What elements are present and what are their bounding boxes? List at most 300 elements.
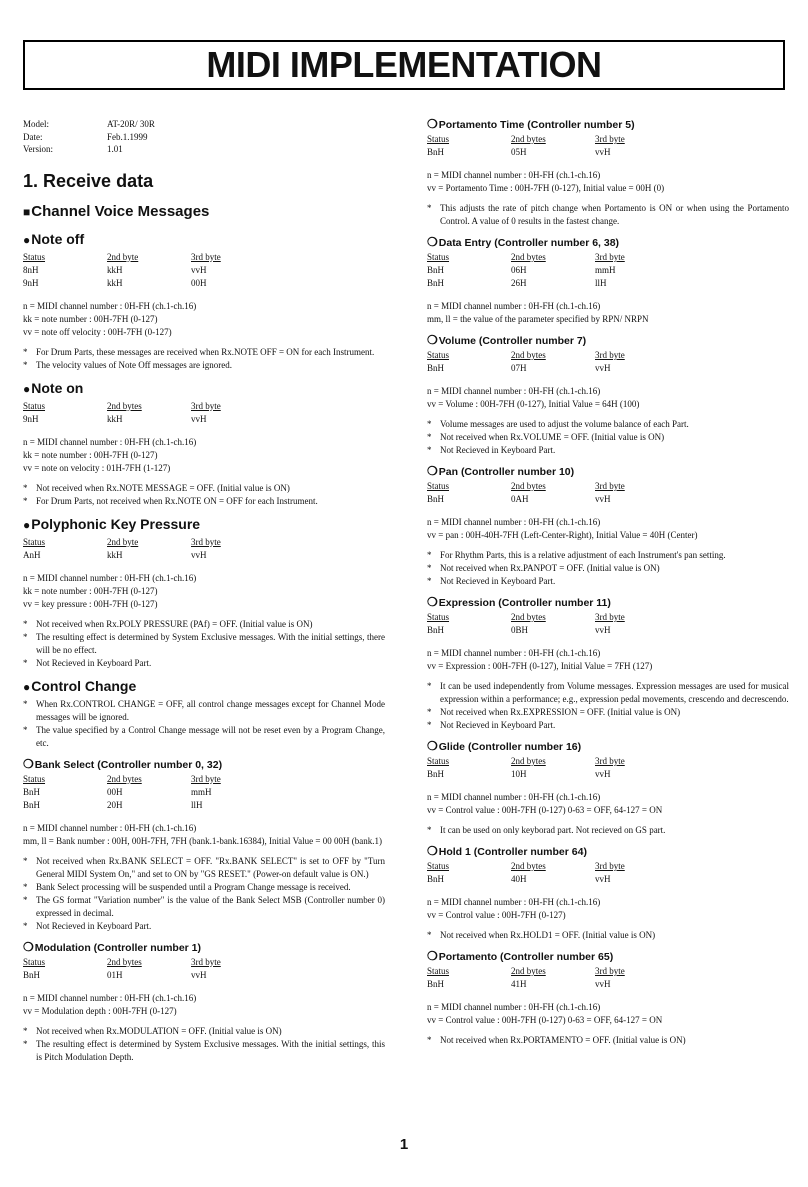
page-number: 1 <box>399 1136 409 1153</box>
section-heading-text: Glide (Controller number 16) <box>438 741 582 753</box>
section-title: 1. Receive data <box>23 170 154 191</box>
table-cell: 10H <box>511 769 527 779</box>
section-heading-text: Hold 1 (Controller number 64) <box>438 846 587 858</box>
table-cell: kkH <box>107 549 123 560</box>
table-row <box>427 873 625 886</box>
column-header: 3rd byte <box>595 612 625 622</box>
bullet-marker-icon: ● <box>23 517 31 532</box>
notes-list <box>23 1025 385 1064</box>
note-item: * Not Recieved in Keyboard Part. <box>427 444 789 457</box>
section-heading <box>427 465 789 478</box>
table-cell: vvH <box>595 363 611 373</box>
section-heading-text: Control Change <box>31 677 137 694</box>
definition-line: vv = pan : 00H-40H-7FH (Left-Center-Right), Initial Value = 40H (Center) <box>427 530 698 540</box>
message-table-header <box>23 251 221 264</box>
table-cell: 9nH <box>23 413 39 424</box>
definition-line: vv = Portamento Time : 00H-7FH (0-127), Initial value = 00H (0) <box>427 183 665 193</box>
notes-list <box>23 698 385 750</box>
header-row <box>427 755 625 768</box>
note-item: * Not received when Rx.HOLD1 = OFF. (Initial value is ON) <box>427 929 789 942</box>
column-header: 3rd byte <box>595 350 625 360</box>
note-item: * For Drum Parts, not received when Rx.NOTE ON = OFF for each Instrument. <box>23 495 385 508</box>
definition-line: kk = note number : 00H-7FH (0-127) <box>23 585 158 596</box>
message-table <box>23 251 221 290</box>
page-title: MIDI IMPLEMENTATION <box>206 44 602 85</box>
message-table-body <box>23 264 221 290</box>
message-table-body <box>427 264 625 290</box>
section-heading-text: Volume (Controller number 7) <box>438 335 587 347</box>
table-cell: BnH <box>427 625 445 635</box>
right-column <box>427 118 789 1053</box>
column-header: 2nd bytes <box>511 861 546 871</box>
notes-list <box>23 346 385 372</box>
message-table <box>427 133 625 159</box>
ring-marker-icon: ❍ <box>23 939 34 954</box>
section-bank-select <box>23 758 385 933</box>
ring-marker-icon: ❍ <box>427 235 438 249</box>
definition-line: n = MIDI channel number : 0H-FH (ch.1-ch.16) <box>23 992 197 1003</box>
definitions <box>23 572 385 611</box>
table-cell: 01H <box>107 969 123 980</box>
notes-list <box>427 824 789 837</box>
section-heading-text: Data Entry (Controller number 6, 38) <box>438 237 620 249</box>
definition-line: vv = note off velocity : 00H-7FH (0-127) <box>23 326 172 337</box>
message-table-body <box>23 549 221 562</box>
section-data-entry <box>427 236 789 326</box>
message-table-header <box>427 133 625 146</box>
table-cell: vvH <box>595 874 611 884</box>
header-row <box>23 251 221 264</box>
definitions <box>427 169 789 195</box>
note-item: * The resulting effect is determined by System Exclusive messages. With the initial settings, there will be no effect. <box>23 631 385 657</box>
column-header: 3rd byte <box>191 400 221 411</box>
column-header: Status <box>427 252 450 262</box>
notes-list <box>427 418 789 457</box>
meta-key: Model: <box>23 119 49 129</box>
table-cell: mmH <box>595 265 616 275</box>
column-header: 3rd byte <box>595 861 625 871</box>
notes-list <box>23 618 385 670</box>
note-item: * Not received when Rx.VOLUME = OFF. (Initial value is ON) <box>427 431 789 444</box>
column-header: 2nd bytes <box>511 134 546 144</box>
table-cell: 20H <box>107 799 123 810</box>
table-cell: BnH <box>427 979 445 989</box>
column-header: Status <box>427 861 450 871</box>
note-item: * Volume messages are used to adjust the volume balance of each Part. <box>427 418 789 431</box>
definition-line: n = MIDI channel number : 0H-FH (ch.1-ch.16) <box>23 436 197 447</box>
section-expression <box>427 596 789 732</box>
table-row <box>23 413 221 426</box>
message-table <box>427 251 625 290</box>
table-cell: kkH <box>107 413 123 424</box>
ring-marker-icon: ❍ <box>427 595 438 609</box>
section-heading-text: Polyphonic Key Pressure <box>31 515 201 532</box>
header-row <box>427 480 625 493</box>
section-heading-text: Modulation (Controller number 1) <box>34 941 202 954</box>
definition-line: vv = Modulation depth : 00H-7FH (0-127) <box>23 1005 177 1016</box>
definition-line: n = MIDI channel number : 0H-FH (ch.1-ch.16) <box>23 300 197 311</box>
column-header: 2nd byte <box>107 251 139 262</box>
note-item: * Not Recieved in Keyboard Part. <box>427 575 789 588</box>
column-header: 3rd byte <box>595 966 625 976</box>
table-cell: 07H <box>511 363 527 373</box>
column-header: Status <box>23 773 46 784</box>
column-header: 3rd byte <box>191 773 221 784</box>
message-table-header <box>23 956 221 969</box>
note-item: * It can be used on only keyborad part. Not recieved on GS part. <box>427 824 789 837</box>
message-table <box>23 536 221 562</box>
column-header: 3rd byte <box>191 956 221 967</box>
definition-line: n = MIDI channel number : 0H-FH (ch.1-ch.16) <box>427 792 601 802</box>
table-row <box>23 277 221 290</box>
table-row <box>427 362 625 375</box>
column-header: Status <box>23 956 46 967</box>
definition-line: n = MIDI channel number : 0H-FH (ch.1-ch.16) <box>427 386 601 396</box>
message-table-header <box>427 965 625 978</box>
section-control-change <box>23 678 385 750</box>
definitions <box>427 791 789 817</box>
note-item: * Not Recieved in Keyboard Part. <box>427 719 789 732</box>
definition-line: n = MIDI channel number : 0H-FH (ch.1-ch.16) <box>427 301 601 311</box>
table-cell: BnH <box>427 769 445 779</box>
message-table-header <box>23 400 221 413</box>
section-heading <box>23 380 385 397</box>
message-table-body <box>427 624 625 637</box>
message-table <box>23 773 221 812</box>
header-row <box>427 965 625 978</box>
table-row <box>23 549 221 562</box>
section-heading <box>23 941 385 954</box>
message-table-header <box>23 773 221 786</box>
note-item: * Not Recieved in Keyboard Part. <box>23 920 385 933</box>
section-heading-text: Bank Select (Controller number 0, 32) <box>34 758 223 771</box>
table-cell: BnH <box>427 874 445 884</box>
table-cell: 8nH <box>23 264 39 275</box>
table-row <box>427 768 625 781</box>
table-cell: vvH <box>595 979 611 989</box>
column-header: 2nd bytes <box>107 400 142 411</box>
message-table <box>427 860 625 886</box>
section-heading-text: Pan (Controller number 10) <box>438 466 575 478</box>
message-table-header <box>427 251 625 264</box>
section-heading <box>427 845 789 858</box>
table-cell: vvH <box>191 264 207 275</box>
note-item: * Not Recieved in Keyboard Part. <box>23 657 385 670</box>
title-box <box>23 40 785 90</box>
message-table <box>427 965 625 991</box>
column-header: Status <box>427 612 450 622</box>
definitions <box>427 896 789 922</box>
column-header: 3rd byte <box>595 481 625 491</box>
ring-marker-icon: ❍ <box>23 756 34 771</box>
column-header: 3rd byte <box>595 756 625 766</box>
ring-marker-icon: ❍ <box>427 464 438 478</box>
message-table <box>23 400 221 426</box>
notes-list <box>427 1034 789 1047</box>
table-cell: vvH <box>595 494 611 504</box>
ring-marker-icon: ❍ <box>427 844 438 858</box>
section-heading <box>427 740 789 753</box>
table-cell: BnH <box>427 147 445 157</box>
notes-list <box>427 202 789 228</box>
message-table-body <box>427 978 625 991</box>
definitions <box>427 300 789 326</box>
column-header: Status <box>23 536 46 547</box>
table-row <box>427 264 625 277</box>
left-column <box>23 118 385 1070</box>
definition-line: n = MIDI channel number : 0H-FH (ch.1-ch.16) <box>427 1002 601 1012</box>
column-header: 3rd byte <box>595 252 625 262</box>
definitions <box>23 436 385 475</box>
notes-list <box>427 680 789 732</box>
section-heading <box>427 596 789 609</box>
definitions <box>23 300 385 339</box>
message-table-header <box>427 860 625 873</box>
column-header: Status <box>427 756 450 766</box>
section-modulation <box>23 941 385 1064</box>
table-cell: 06H <box>511 265 527 275</box>
meta-value: AT-20R/ 30R <box>107 119 155 129</box>
note-item: * Not received when Rx.PORTAMENTO = OFF. (Initial value is ON) <box>427 1034 789 1047</box>
column-header: 2nd byte <box>107 536 139 547</box>
column-header: 2nd bytes <box>511 966 546 976</box>
column-header: Status <box>23 251 46 262</box>
table-cell: 00H <box>191 277 207 288</box>
message-table <box>427 755 625 781</box>
message-table <box>427 611 625 637</box>
section-heading <box>427 118 789 131</box>
note-item: * Bank Select processing will be suspended until a Program Change message is received. <box>23 881 385 894</box>
ring-marker-icon: ❍ <box>427 739 438 753</box>
note-item: * Not received when Rx.POLY PRESSURE (PAf) = OFF. (Initial value is ON) <box>23 618 385 631</box>
table-cell: vvH <box>595 769 611 779</box>
table-cell: 00H <box>107 786 123 797</box>
definition-line: mm, ll = Bank number : 00H, 00H-7FH, 7FH (bank.1-bank.16384), Initial Value = 00 00H (bank.1) <box>23 835 382 846</box>
message-table <box>427 349 625 375</box>
table-cell: mmH <box>191 786 212 797</box>
table-cell: 05H <box>511 147 527 157</box>
column-header: Status <box>23 400 46 411</box>
section-poly-pressure <box>23 516 385 670</box>
definition-line: vv = Control value : 00H-7FH (0-127) 0-63 = OFF, 64-127 = ON <box>427 1015 663 1025</box>
table-cell: BnH <box>23 799 41 810</box>
table-row <box>427 624 625 637</box>
column-header: 3rd byte <box>191 536 221 547</box>
definitions <box>23 992 385 1018</box>
header-row <box>427 860 625 873</box>
notes-list <box>23 855 385 933</box>
definitions <box>427 516 789 542</box>
square-marker-icon: ■ <box>23 204 31 219</box>
table-cell: 9nH <box>23 277 39 288</box>
column-header: Status <box>427 966 450 976</box>
meta-row-model <box>23 118 385 131</box>
definition-line: vv = Volume : 00H-7FH (0-127), Initial Value = 64H (100) <box>427 399 640 409</box>
section-heading-text: Portamento (Controller number 65) <box>438 951 614 963</box>
column-header: 2nd bytes <box>107 956 142 967</box>
table-cell: BnH <box>427 265 445 275</box>
column-header: 2nd bytes <box>511 612 546 622</box>
definition-line: kk = note number : 00H-7FH (0-127) <box>23 313 158 324</box>
definition-line: vv = Control value : 00H-7FH (0-127) <box>427 910 566 920</box>
section-volume <box>427 334 789 457</box>
note-item: * When Rx.CONTROL CHANGE = OFF, all control change messages except for Channel Mode messages will be ignored. <box>23 698 385 724</box>
definitions <box>427 1001 789 1027</box>
header-row <box>23 400 221 413</box>
table-row <box>23 799 221 812</box>
table-cell: kkH <box>107 264 123 275</box>
column-header: 2nd bytes <box>511 481 546 491</box>
header-row <box>23 536 221 549</box>
table-cell: vvH <box>191 969 207 980</box>
message-table-header <box>427 349 625 362</box>
table-cell: BnH <box>427 278 445 288</box>
document-meta <box>23 118 385 156</box>
notes-list <box>23 482 385 508</box>
table-cell: 0AH <box>511 494 529 504</box>
definition-line: n = MIDI channel number : 0H-FH (ch.1-ch.16) <box>427 648 601 658</box>
meta-value: 1.01 <box>107 144 123 154</box>
section-heading <box>23 758 385 771</box>
meta-key: Date: <box>23 131 43 142</box>
table-cell: 41H <box>511 979 527 989</box>
section-heading <box>23 231 385 248</box>
ring-marker-icon: ❍ <box>427 333 438 347</box>
header-row <box>23 773 221 786</box>
note-item: * Not received when Rx.MODULATION = OFF. (Initial value is ON) <box>23 1025 385 1038</box>
definition-line: n = MIDI channel number : 0H-FH (ch.1-ch.16) <box>23 572 197 583</box>
bullet-marker-icon: ● <box>23 232 31 247</box>
message-table-body <box>23 969 221 982</box>
subsection-title-text: Channel Voice Messages <box>31 202 210 220</box>
table-cell: kkH <box>107 277 123 288</box>
note-item: * Not received when Rx.PANPOT = OFF. (Initial value is ON) <box>427 562 789 575</box>
note-item: * This adjusts the rate of pitch change when Portamento is ON or when using the Portamento Control. A value of 0 results in the fastest change. <box>427 202 789 228</box>
note-item: * The velocity values of Note Off messages are ignored. <box>23 359 385 372</box>
note-item: * Not received when Rx.BANK SELECT = OFF. "Rx.BANK SELECT" is set to OFF by "Turn General MIDI System On," and set to ON by "GS RESET." (Power-on default value is ON.) <box>23 855 385 881</box>
meta-row-date <box>23 131 385 144</box>
table-cell: llH <box>191 799 203 810</box>
column-header: 2nd bytes <box>511 350 546 360</box>
table-row <box>427 146 625 159</box>
definition-line: kk = note number : 00H-7FH (0-127) <box>23 449 158 460</box>
note-item: * The value specified by a Control Change message will not be reset even by a Program Change, etc. <box>23 724 385 750</box>
bullet-marker-icon: ● <box>23 381 31 396</box>
section-heading <box>427 334 789 347</box>
message-table-body <box>427 146 625 159</box>
table-cell: vvH <box>191 413 207 424</box>
message-table-body <box>427 493 625 506</box>
header-row <box>427 251 625 264</box>
message-table-body <box>427 768 625 781</box>
message-table-header <box>23 536 221 549</box>
definitions <box>23 822 385 848</box>
note-item: * The GS format "Variation number" is the value of the Bank Select MSB (Controller number 0) expressed in decimal. <box>23 894 385 920</box>
table-cell: AnH <box>23 549 41 560</box>
table-row <box>23 969 221 982</box>
section-heading <box>23 516 385 533</box>
header-row <box>427 611 625 624</box>
message-table-body <box>23 786 221 812</box>
column-header: Status <box>427 481 450 491</box>
definition-line: n = MIDI channel number : 0H-FH (ch.1-ch.16) <box>427 170 601 180</box>
message-table <box>23 956 221 982</box>
definitions <box>427 647 789 673</box>
meta-key: Version: <box>23 144 53 154</box>
column-header: Status <box>427 134 450 144</box>
section-hold1 <box>427 845 789 942</box>
message-table-header <box>427 755 625 768</box>
note-item: * Not received when Rx.NOTE MESSAGE = OFF. (Initial value is ON) <box>23 482 385 495</box>
message-table-body <box>23 413 221 426</box>
subsection-title <box>23 203 385 221</box>
table-cell: BnH <box>23 786 41 797</box>
section-heading-text: Portamento Time (Controller number 5) <box>438 119 635 131</box>
message-table-body <box>427 362 625 375</box>
definition-line: n = MIDI channel number : 0H-FH (ch.1-ch.16) <box>427 517 601 527</box>
definition-line: n = MIDI channel number : 0H-FH (ch.1-ch.16) <box>23 822 197 833</box>
ring-marker-icon: ❍ <box>427 117 438 131</box>
definition-line: vv = Control value : 00H-7FH (0-127) 0-63 = OFF, 64-127 = ON <box>427 805 663 815</box>
definition-line: n = MIDI channel number : 0H-FH (ch.1-ch.16) <box>427 897 601 907</box>
meta-value: Feb.1.1999 <box>107 131 148 142</box>
section-pan <box>427 465 789 588</box>
table-row <box>427 277 625 290</box>
header-row <box>427 349 625 362</box>
table-cell: llH <box>595 278 607 288</box>
message-table-body <box>427 873 625 886</box>
table-cell: 26H <box>511 278 527 288</box>
table-row <box>23 264 221 277</box>
column-header: 2nd bytes <box>511 252 546 262</box>
note-item: * For Rhythm Parts, this is a relative adjustment of each Instrument's pan setting. <box>427 549 789 562</box>
message-table <box>427 480 625 506</box>
table-row <box>427 493 625 506</box>
section-note-on <box>23 380 385 508</box>
definition-line: vv = note on velocity : 01H-7FH (1-127) <box>23 462 171 473</box>
definitions <box>427 385 789 411</box>
section-heading <box>427 236 789 249</box>
column-header: 3rd byte <box>191 251 221 262</box>
header-row <box>427 133 625 146</box>
section-heading-text: Expression (Controller number 11) <box>438 597 611 609</box>
section-portamento <box>427 950 789 1047</box>
note-item: * It can be used independently from Volume messages. Expression messages are used for musical expression within a performance; e.g., expression pedal movements, crescendo and decrescendo. <box>427 680 789 706</box>
definition-line: vv = key pressure : 00H-7FH (0-127) <box>23 598 158 609</box>
table-row <box>427 978 625 991</box>
meta-row-version <box>23 143 385 156</box>
table-row <box>23 786 221 799</box>
table-cell: BnH <box>23 969 41 980</box>
table-cell: vvH <box>191 549 207 560</box>
column-header: 2nd bytes <box>107 773 142 784</box>
column-header: 3rd byte <box>595 134 625 144</box>
message-table-header <box>427 611 625 624</box>
notes-list <box>427 929 789 942</box>
note-item: * The resulting effect is determined by System Exclusive messages. With the initial settings, this is Pitch Modulation Depth. <box>23 1038 385 1064</box>
section-heading <box>23 678 385 695</box>
column-header: 2nd bytes <box>511 756 546 766</box>
definition-line: mm, ll = the value of the parameter specified by RPN/ NRPN <box>427 314 649 324</box>
notes-list <box>427 549 789 588</box>
section-heading-text: Note on <box>31 379 84 396</box>
table-cell: vvH <box>595 625 611 635</box>
note-item: * Not received when Rx.EXPRESSION = OFF. (Initial value is ON) <box>427 706 789 719</box>
column-header: Status <box>427 350 450 360</box>
table-cell: BnH <box>427 494 445 504</box>
message-table-header <box>427 480 625 493</box>
table-cell: vvH <box>595 147 611 157</box>
